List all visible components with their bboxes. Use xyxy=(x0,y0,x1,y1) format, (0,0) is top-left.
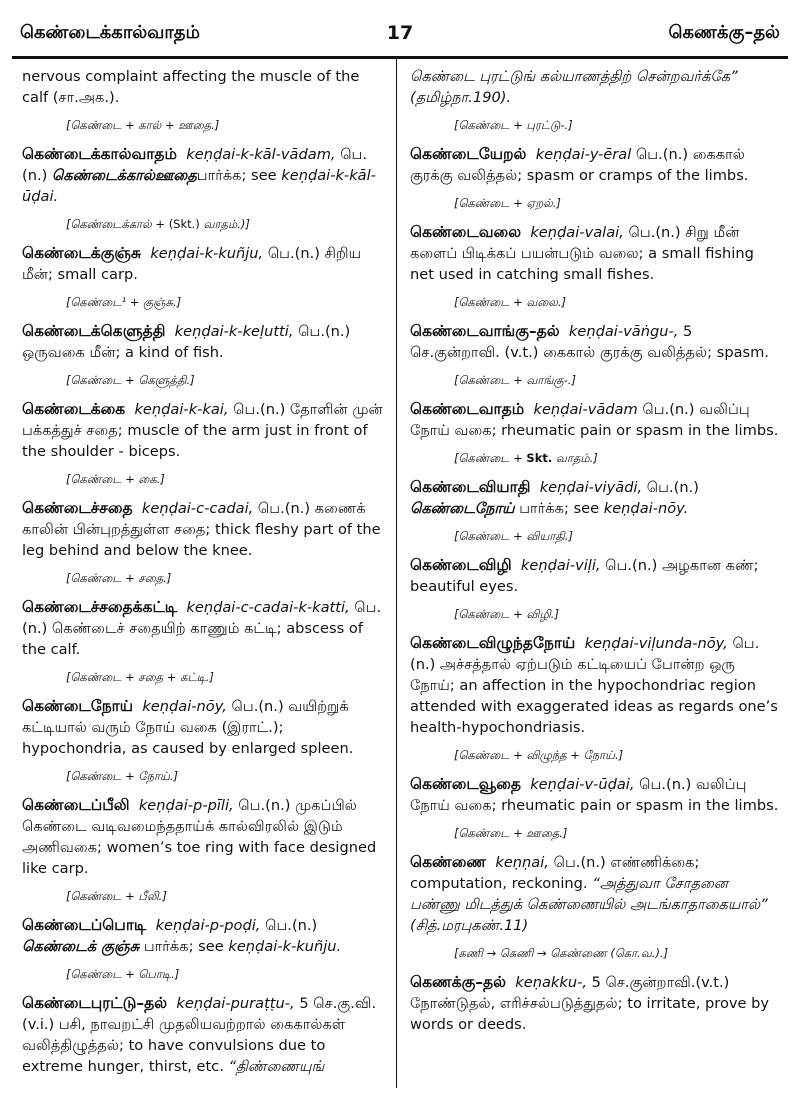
etymology: [கெண்டை + கெளுத்தி.] xyxy=(66,373,195,387)
headword: கெண்டைவலை xyxy=(410,223,522,241)
entry: கெண்டைவலை keṇḍai-valai, பெ.(n.) சிறு மீன் களைப் பிடிக்கப் பயன்படும் வலை; a small fishing net used in catching small fishes. xyxy=(410,223,754,283)
header-right-guideword: கெணக்கு–தல் xyxy=(668,22,780,43)
headword: கெண்டைக்குஞ்சு xyxy=(22,244,142,262)
etymology: [கெண்டை + கால் + ஊதை.] xyxy=(66,118,220,132)
entry: கெண்டைப்பொடி keṇḍai-p-poḍi, பெ.(n.) கெண்டைக் குஞ்சு பார்க்க; see keṇḍai-k-kuñju. xyxy=(22,916,342,955)
entry: கெண்டைவிழி keṇḍai-viḷi, பெ.(n.) அழகான கண்; beautiful eyes. xyxy=(410,556,759,595)
headword: கெணக்கு–தல் xyxy=(410,973,507,991)
left-column xyxy=(22,66,388,1077)
entry: கெண்டைவாங்கு–தல் keṇḍai-vāṅgu-, 5 செ.குன்றாவி. (v.t.) கைகால் குரக்கு வலித்தல்; spasm. xyxy=(410,322,770,361)
quotation: கெண்டை புரட்டுங் கல்யாணத்திற் சென்றவர்க்கே” (தமிழ்நா.190). xyxy=(410,68,738,106)
headword: கெண்டைக்கால்வாதம் xyxy=(22,145,177,163)
cross-reference: கெண்டைக்கால்ஊதை xyxy=(51,167,197,184)
entry: கெண்டைவூதை keṇḍai-v-ūḍai, பெ.(n.) வலிப்பு நோய் வகை; rheumatic pain or spasm in the limbs. xyxy=(410,775,779,814)
transliteration: keṇḍai-c-cadai, xyxy=(141,500,254,517)
page-header xyxy=(20,22,780,52)
transliteration: keṇakku-, xyxy=(515,974,587,991)
etymology: [கெண்டை + பீலி.] xyxy=(66,889,167,903)
transliteration: keṇḍai-p-pīli, xyxy=(138,797,234,814)
etymology: [கெண்டை + பொடி.] xyxy=(66,967,180,981)
entry: கெண்டைக்கெளுத்தி keṇḍai-k-keḷutti, பெ.(n.) ஒருவகை மீன்; a kind of fish. xyxy=(22,322,351,361)
transliteration: keṇḍai-viyādi, xyxy=(539,479,643,496)
entry: கெண்டையேறல் keṇḍai-y-ēral பெ.(n.) கைகால் குரக்கு வலித்தல்; spasm or cramps of the limbs. xyxy=(410,145,749,184)
quotation: “திண்ணையுங் xyxy=(228,1058,325,1075)
etymology: [கெண்டை + வலை.] xyxy=(454,295,566,309)
headword: கெண்டைப்பொடி xyxy=(22,916,147,934)
etymology: [கெண்டை + புரட்டு-.] xyxy=(454,118,573,132)
entry: கெண்டைக்கால்வாதம் keṇḍai-k-kāl-vādam, பெ.(n.) கெண்டைக்கால்ஊதைபார்க்க; see keṇḍai-k-kāl-ūḍai. xyxy=(22,145,376,205)
transliteration: keṇḍai-p-poḍi, xyxy=(155,917,261,934)
headword: கெண்டைபுரட்டு–தல் xyxy=(22,994,168,1012)
entry: கெண்டைச்சதை keṇḍai-c-cadai, பெ.(n.) கணைக் காலின் பின்புறத்துள்ள சதை; thick fleshy part of the leg behind and below the knee. xyxy=(22,499,381,559)
headword: கெண்டைச்சதை xyxy=(22,499,133,517)
headword: கெண்ணை xyxy=(410,853,487,871)
headword: கெண்டைவூதை xyxy=(410,775,521,793)
transliteration: keṇḍai-valai, xyxy=(530,224,624,241)
transliteration: keṇḍai-puraṭṭu-, xyxy=(176,995,295,1012)
headword: கெண்டைவிழி xyxy=(410,556,512,574)
transliteration: keṇḍai-viḷi, xyxy=(520,557,601,574)
headword: கெண்டைச்சதைக்கட்டி xyxy=(22,598,178,616)
entry: கெண்டைவிழுந்தநோய் keṇḍai-viḷunda-nōy, பெ.(n.) அச்சத்தால் ஏற்படும் கட்டியைப் போன்ற ஒரு நோய்; an affection in the hypochondriac region attended with exaggerated ideas as regards one’s health-hypochondriasis. xyxy=(410,634,778,736)
headword: கெண்டைவாங்கு–தல் xyxy=(410,322,560,340)
transliteration: keṇḍai-vāṅgu-, xyxy=(568,323,679,340)
headword: கெண்டைவாதம் xyxy=(410,400,525,418)
transliteration: keṇḍai-vādam xyxy=(533,401,638,418)
page-number: 17 xyxy=(386,22,414,44)
header-rule xyxy=(12,56,788,59)
transliteration: keṇḍai-nōy, xyxy=(142,698,227,715)
transliteration: keṇḍai-v-ūḍai, xyxy=(530,776,635,793)
etymology: [கெண்டை + Skt. வாதம்.] xyxy=(454,451,598,465)
transliteration: keṇṇai, xyxy=(495,854,549,871)
headword: கெண்டைநோய் xyxy=(22,697,134,715)
transliteration: keṇḍai-viḷunda-nōy, xyxy=(584,635,728,652)
etymology: [கெண்டை¹ + குஞ்சு.] xyxy=(66,295,182,309)
column-divider xyxy=(396,59,397,1088)
headword: கெண்டைவிழுந்தநோய் xyxy=(410,634,576,652)
etymology: [கெண்டை + சதை.] xyxy=(66,571,172,585)
etymology: [கெண்டை + விழி.] xyxy=(454,607,559,621)
etymology: [கெண்டை + சதை + கட்டி.] xyxy=(66,670,214,684)
transliteration: keṇḍai-k-keḷutti, xyxy=(174,323,294,340)
entry: கெண்ணை keṇṇai, பெ.(n.) எண்ணிக்கை; computation, reckoning. “அத்துவா சோதனை பண்ணு மிடத்துக் கெண்ணையில் அடங்காதாகையால்” (சித்.மரபுகண்.11) xyxy=(410,853,768,934)
header-left-guideword: கெண்டைக்கால்வாதம் xyxy=(20,22,200,43)
transliteration: keṇḍai-k-kāl-vādam, xyxy=(186,146,336,163)
entry-continuation xyxy=(410,66,780,108)
etymology: [கெண்டை + வாங்கு-.] xyxy=(454,373,576,387)
entry: கெண்டைக்கை keṇḍai-k-kai, பெ.(n.) தோளின் முன் பக்கத்துச் சதை; muscle of the arm just in front of the shoulder - biceps. xyxy=(22,400,383,460)
etymology: [கெண்டை + ஏறல்.] xyxy=(454,196,561,210)
cross-reference: கெண்டைக் குஞ்சு xyxy=(22,938,140,955)
transliteration: keṇḍai-y-ēral xyxy=(535,146,632,163)
entry: கெண்டைப்பீலி keṇḍai-p-pīli, பெ.(n.) முகப்பில் கெண்டை வடிவமைந்ததாய்க் கால்விரலில் இடும் அணிவகை; women’s toe ring with face designed like carp. xyxy=(22,796,377,877)
transliteration: keṇḍai-c-cadai-k-katti, xyxy=(186,599,350,616)
etymology: [கெண்டை + நோய்.] xyxy=(66,769,178,783)
headword: கெண்டைப்பீலி xyxy=(22,796,130,814)
entry: கெண்டைபுரட்டு–தல் keṇḍai-puraṭṭu-, 5 செ.கு.வி. (v.i.) பசி, நாவறட்சி முதலியவற்றால் கைகால்கள் வலித்திழுத்தல்; to have convulsions due to extreme hunger, thirst, etc. “திண்ணையுங் xyxy=(22,994,377,1075)
transliteration: keṇḍai-k-kai, xyxy=(134,401,229,418)
entry: கெணக்கு–தல் keṇakku-, 5 செ.குன்றாவி.(v.t.) நோண்டுதல், எரிச்சல்படுத்துதல்; to irritate, prove by words or deeds. xyxy=(410,973,770,1033)
headword: கெண்டையேறல் xyxy=(410,145,527,163)
entry: கெண்டைவாதம் keṇḍai-vādam பெ.(n.) வலிப்பு நோய் வகை; rheumatic pain or spasm in the limbs. xyxy=(410,400,779,439)
etymology: [கெண்டை + கை.] xyxy=(66,472,165,486)
entry: கெண்டைவியாதி keṇḍai-viyādi, பெ.(n.) கெண்டைநோய் பார்க்க; see keṇḍai-nōy. xyxy=(410,478,699,517)
right-column xyxy=(410,66,780,1035)
headword: கெண்டைக்கை xyxy=(22,400,126,418)
transliteration: keṇḍai-k-kuñju, xyxy=(150,245,264,262)
etymology: [கணி → கெணி → கெண்ணை (கொ.வ.).] xyxy=(454,946,669,960)
etymology: [கெண்டைக்கால் + (Skt.) வாதம்.)] xyxy=(66,217,250,231)
etymology: [கெண்டை + வியாதி.] xyxy=(454,529,573,543)
etymology: [கெண்டை + விழுந்த + நோய்.] xyxy=(454,748,624,762)
headword: கெண்டைவியாதி xyxy=(410,478,531,496)
etymology: [கெண்டை + ஊதை.] xyxy=(454,826,568,840)
entry: கெண்டைச்சதைக்கட்டி keṇḍai-c-cadai-k-katti, பெ.(n.) கெண்டைச் சதையிற் காணும் கட்டி; abscess of the calf. xyxy=(22,598,382,658)
entry-continuation: nervous complaint affecting the muscle of the calf (சா.அக.). xyxy=(22,68,360,106)
entry: கெண்டைநோய் keṇḍai-nōy, பெ.(n.) வயிற்றுக் கட்டியால் வரும் நோய் வகை (இராட்.); hypochondria, as caused by enlarged spleen. xyxy=(22,697,354,757)
headword: கெண்டைக்கெளுத்தி xyxy=(22,322,166,340)
cross-reference: கெண்டைநோய் xyxy=(410,500,515,517)
entry: கெண்டைக்குஞ்சு keṇḍai-k-kuñju, பெ.(n.) சிறிய மீன்; small carp. xyxy=(22,244,362,283)
quotation: “அத்துவா சோதனை பண்ணு மிடத்துக் கெண்ணையில் அடங்காதாகையால்” (சித்.மரபுகண்.11) xyxy=(410,875,768,934)
